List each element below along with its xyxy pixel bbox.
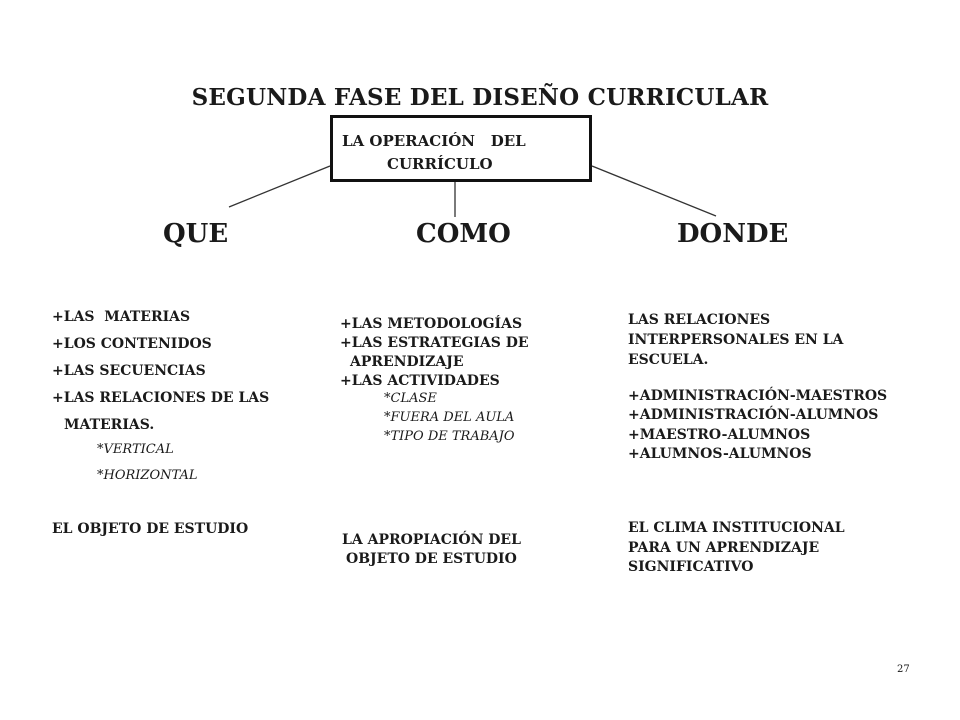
donde-item: +MAESTRO-ALUMNOS — [628, 427, 811, 443]
donde-intro-line: LAS RELACIONES — [628, 312, 771, 328]
donde-item: +ADMINISTRACIÓN-MAESTROS — [628, 388, 888, 404]
donde-item: +ALUMNOS-ALUMNOS — [628, 446, 812, 462]
donde-intro-line: ESCUELA. — [628, 352, 709, 368]
page-number: 27 — [897, 664, 910, 675]
que-sub-item: *HORIZONTAL — [97, 468, 198, 483]
como-item: +LAS METODOLOGÍAS — [340, 316, 523, 332]
branch-heading-donde: DONDE — [677, 219, 789, 249]
como-item: +LAS ACTIVIDADES — [340, 373, 500, 389]
que-sub-item: *VERTICAL — [97, 442, 174, 457]
connector-donde — [592, 166, 716, 216]
branch-heading-como: COMO — [416, 219, 511, 249]
donde-summary-line: EL CLIMA INSTITUCIONAL — [628, 520, 845, 536]
donde-intro-line: INTERPERSONALES EN LA — [628, 332, 844, 348]
que-item: MATERIAS. — [64, 417, 155, 433]
donde-summary-line: PARA UN APRENDIZAJE — [628, 540, 820, 556]
que-item: +LOS CONTENIDOS — [52, 336, 212, 352]
central-concept-line-1: LA OPERACIÓN DEL — [342, 132, 526, 150]
que-item: +LAS SECUENCIAS — [52, 363, 206, 379]
connector-que — [229, 166, 330, 207]
que-item: +LAS MATERIAS — [52, 309, 191, 325]
slide-title: SEGUNDA FASE DEL DISEÑO CURRICULAR — [191, 84, 769, 111]
central-concept-line-2: CURRÍCULO — [387, 155, 493, 173]
como-sub-item: *TIPO DE TRABAJO — [384, 429, 515, 444]
como-summary-line: OBJETO DE ESTUDIO — [346, 551, 517, 567]
donde-summary-line: SIGNIFICATIVO — [628, 559, 754, 575]
branch-heading-que: QUE — [163, 219, 229, 249]
como-item: APRENDIZAJE — [350, 354, 464, 370]
como-sub-item: *CLASE — [384, 391, 437, 406]
donde-item: +ADMINISTRACIÓN-ALUMNOS — [628, 407, 879, 423]
como-item: +LAS ESTRATEGIAS DE — [340, 335, 529, 351]
como-summary-line: LA APROPIACIÓN DEL — [342, 532, 521, 548]
que-summary: EL OBJETO DE ESTUDIO — [52, 521, 249, 537]
como-sub-item: *FUERA DEL AULA — [384, 410, 515, 425]
que-item: +LAS RELACIONES DE LAS — [52, 390, 270, 406]
